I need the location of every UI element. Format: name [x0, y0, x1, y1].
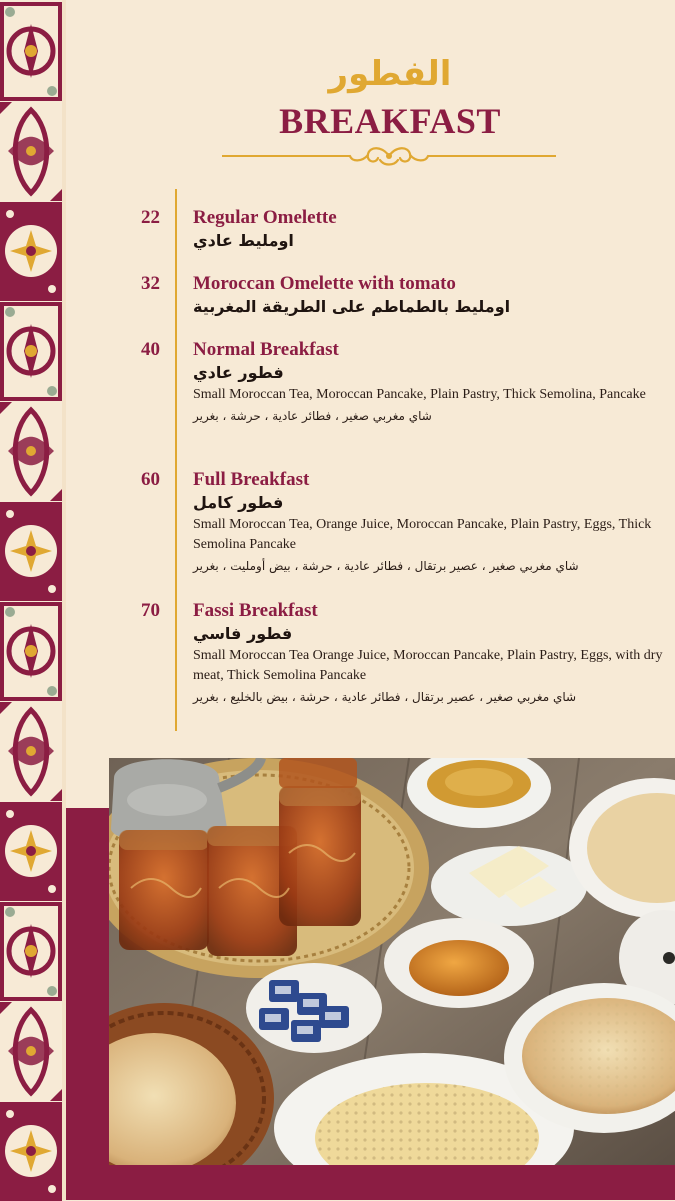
menu-item-price: 22 — [141, 207, 160, 228]
tile-strip — [0, 0, 66, 1200]
menu-item-name-arabic: فطور كامل — [193, 493, 284, 512]
menu-item-content — [193, 207, 665, 252]
menu-item-name-arabic: فطور عادي — [193, 363, 284, 382]
menu-item-name-arabic: اومليط بالطماطم على الطريقة المغربية — [193, 297, 511, 316]
moroccan-tile-pattern-icon — [0, 1102, 62, 1201]
breakfast-photo — [109, 758, 675, 1165]
moroccan-tile-pattern-icon — [0, 802, 62, 901]
menu-item-price: 70 — [141, 600, 160, 621]
gold-flourish-divider-icon — [222, 142, 556, 170]
moroccan-tile-pattern-icon — [0, 702, 62, 801]
menu-item-content — [193, 469, 665, 577]
menu-item-description-arabic: شاي مغربي صغير ، عصير برتقال ، فطائر عادية ، حرشة ، بيض بالخليع ، بغرير — [193, 690, 577, 704]
menu-item-price: 40 — [141, 339, 160, 360]
menu-item-name: Full Breakfast — [193, 469, 310, 490]
menu-item-content — [193, 339, 665, 427]
page-title-arabic: الفطور — [328, 54, 452, 94]
menu-item-description-arabic: شاي مغربي صغير ، عصير برتقال ، فطائر عادية ، حرشة ، بيض أومليت ، بغرير — [193, 559, 579, 573]
menu-divider — [175, 189, 177, 731]
moroccan-tile-pattern-icon — [0, 602, 62, 701]
menu-item-name: Regular Omelette — [193, 207, 337, 228]
menu-item-price: 32 — [141, 273, 160, 294]
menu-item-description: Small Moroccan Tea, Moroccan Pancake, Plain Pastry, Thick Semolina, Pancake — [193, 387, 646, 402]
menu-item-name-arabic: فطور فاسي — [193, 624, 293, 643]
page-title: BREAKFAST — [279, 101, 501, 141]
moroccan-tile-pattern-icon — [0, 202, 62, 301]
menu-item-name: Fassi Breakfast — [193, 600, 318, 621]
moroccan-tile-pattern-icon — [0, 302, 62, 401]
menu-item-name-arabic: اومليط عادي — [193, 231, 294, 250]
menu-item-description: Small Moroccan Tea Orange Juice, Moroccan Pancake, Plain Pastry, Eggs, with dry meat, Thick Semolina Pancake — [193, 648, 663, 683]
menu-item-name: Normal Breakfast — [193, 339, 339, 360]
menu-item-content — [193, 273, 665, 318]
moroccan-tile-pattern-icon — [0, 902, 62, 1001]
menu-item-content — [193, 600, 665, 708]
moroccan-tile-pattern-icon — [0, 1002, 62, 1101]
moroccan-tile-pattern-icon — [0, 402, 62, 501]
moroccan-tile-pattern-icon — [0, 502, 62, 601]
menu-item-price: 60 — [141, 469, 160, 490]
menu-item-description: Small Moroccan Tea, Orange Juice, Moroccan Pancake, Plain Pastry, Eggs, Thick Semolina Pancake — [193, 517, 652, 552]
menu-item-name: Moroccan Omelette with tomato — [193, 273, 456, 294]
menu-item-description-arabic: شاي مغربي صغير ، فطائر عادية ، حرشة ، بغرير — [193, 409, 432, 423]
